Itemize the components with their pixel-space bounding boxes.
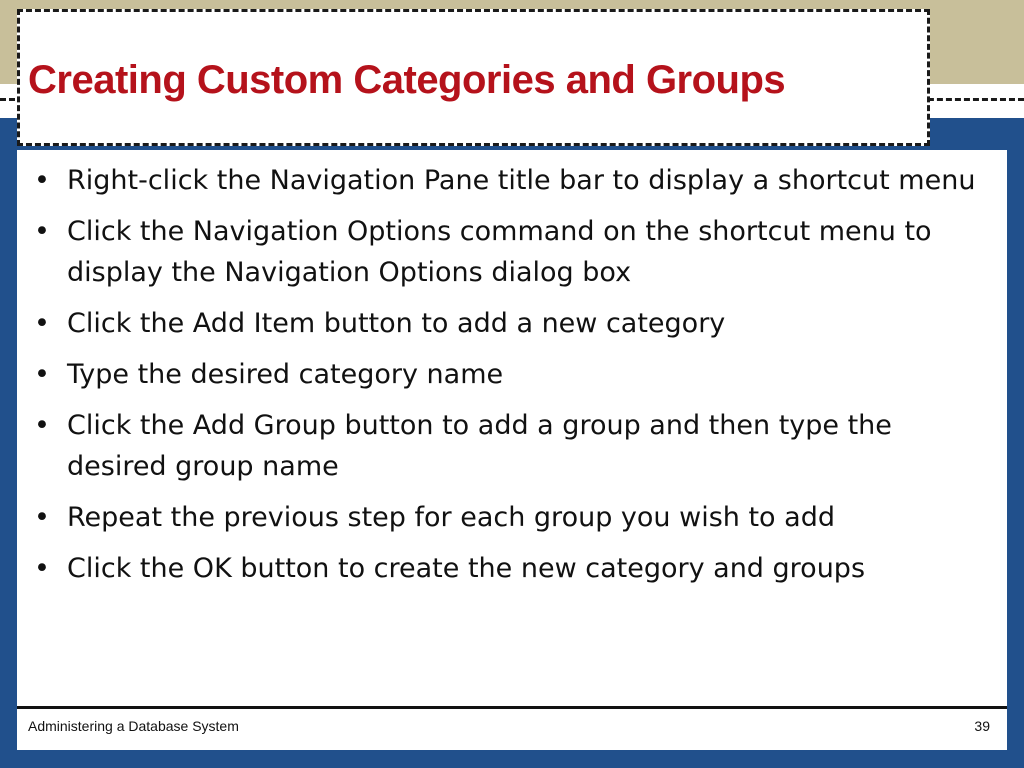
bullet-text: Type the desired category name	[67, 359, 504, 390]
bullet-icon: •	[34, 502, 50, 533]
bullet-item	[34, 303, 994, 344]
bullet-item	[34, 405, 994, 487]
bullet-icon: •	[34, 359, 50, 390]
bullet-item	[34, 497, 994, 538]
bullet-item	[34, 160, 994, 201]
page-number: 39	[974, 718, 990, 734]
footer-divider	[17, 706, 1007, 709]
bullet-text: Click the Navigation Options command on the shortcut menu to display the Navigation Options dialog box	[67, 216, 932, 288]
bullet-text: Click the Add Item button to add a new category	[67, 308, 726, 339]
bullet-icon: •	[34, 308, 50, 339]
bullet-item	[34, 548, 994, 589]
bullet-list	[34, 160, 994, 599]
bullet-icon: •	[34, 165, 50, 196]
slide-title: Creating Custom Categories and Groups	[28, 58, 786, 102]
bullet-item	[34, 354, 994, 395]
bullet-text: Click the Add Group button to add a group and then type the desired group name	[67, 410, 892, 482]
bullet-text: Click the OK button to create the new category and groups	[67, 553, 866, 584]
bullet-text: Right-click the Navigation Pane title bar to display a shortcut menu	[67, 165, 976, 196]
bullet-icon: •	[34, 410, 50, 441]
footer-course-title: Administering a Database System	[28, 718, 239, 734]
bullet-icon: •	[34, 553, 50, 584]
bullet-icon: •	[34, 216, 50, 247]
bullet-item	[34, 211, 994, 293]
bullet-text: Repeat the previous step for each group you wish to add	[67, 502, 835, 533]
